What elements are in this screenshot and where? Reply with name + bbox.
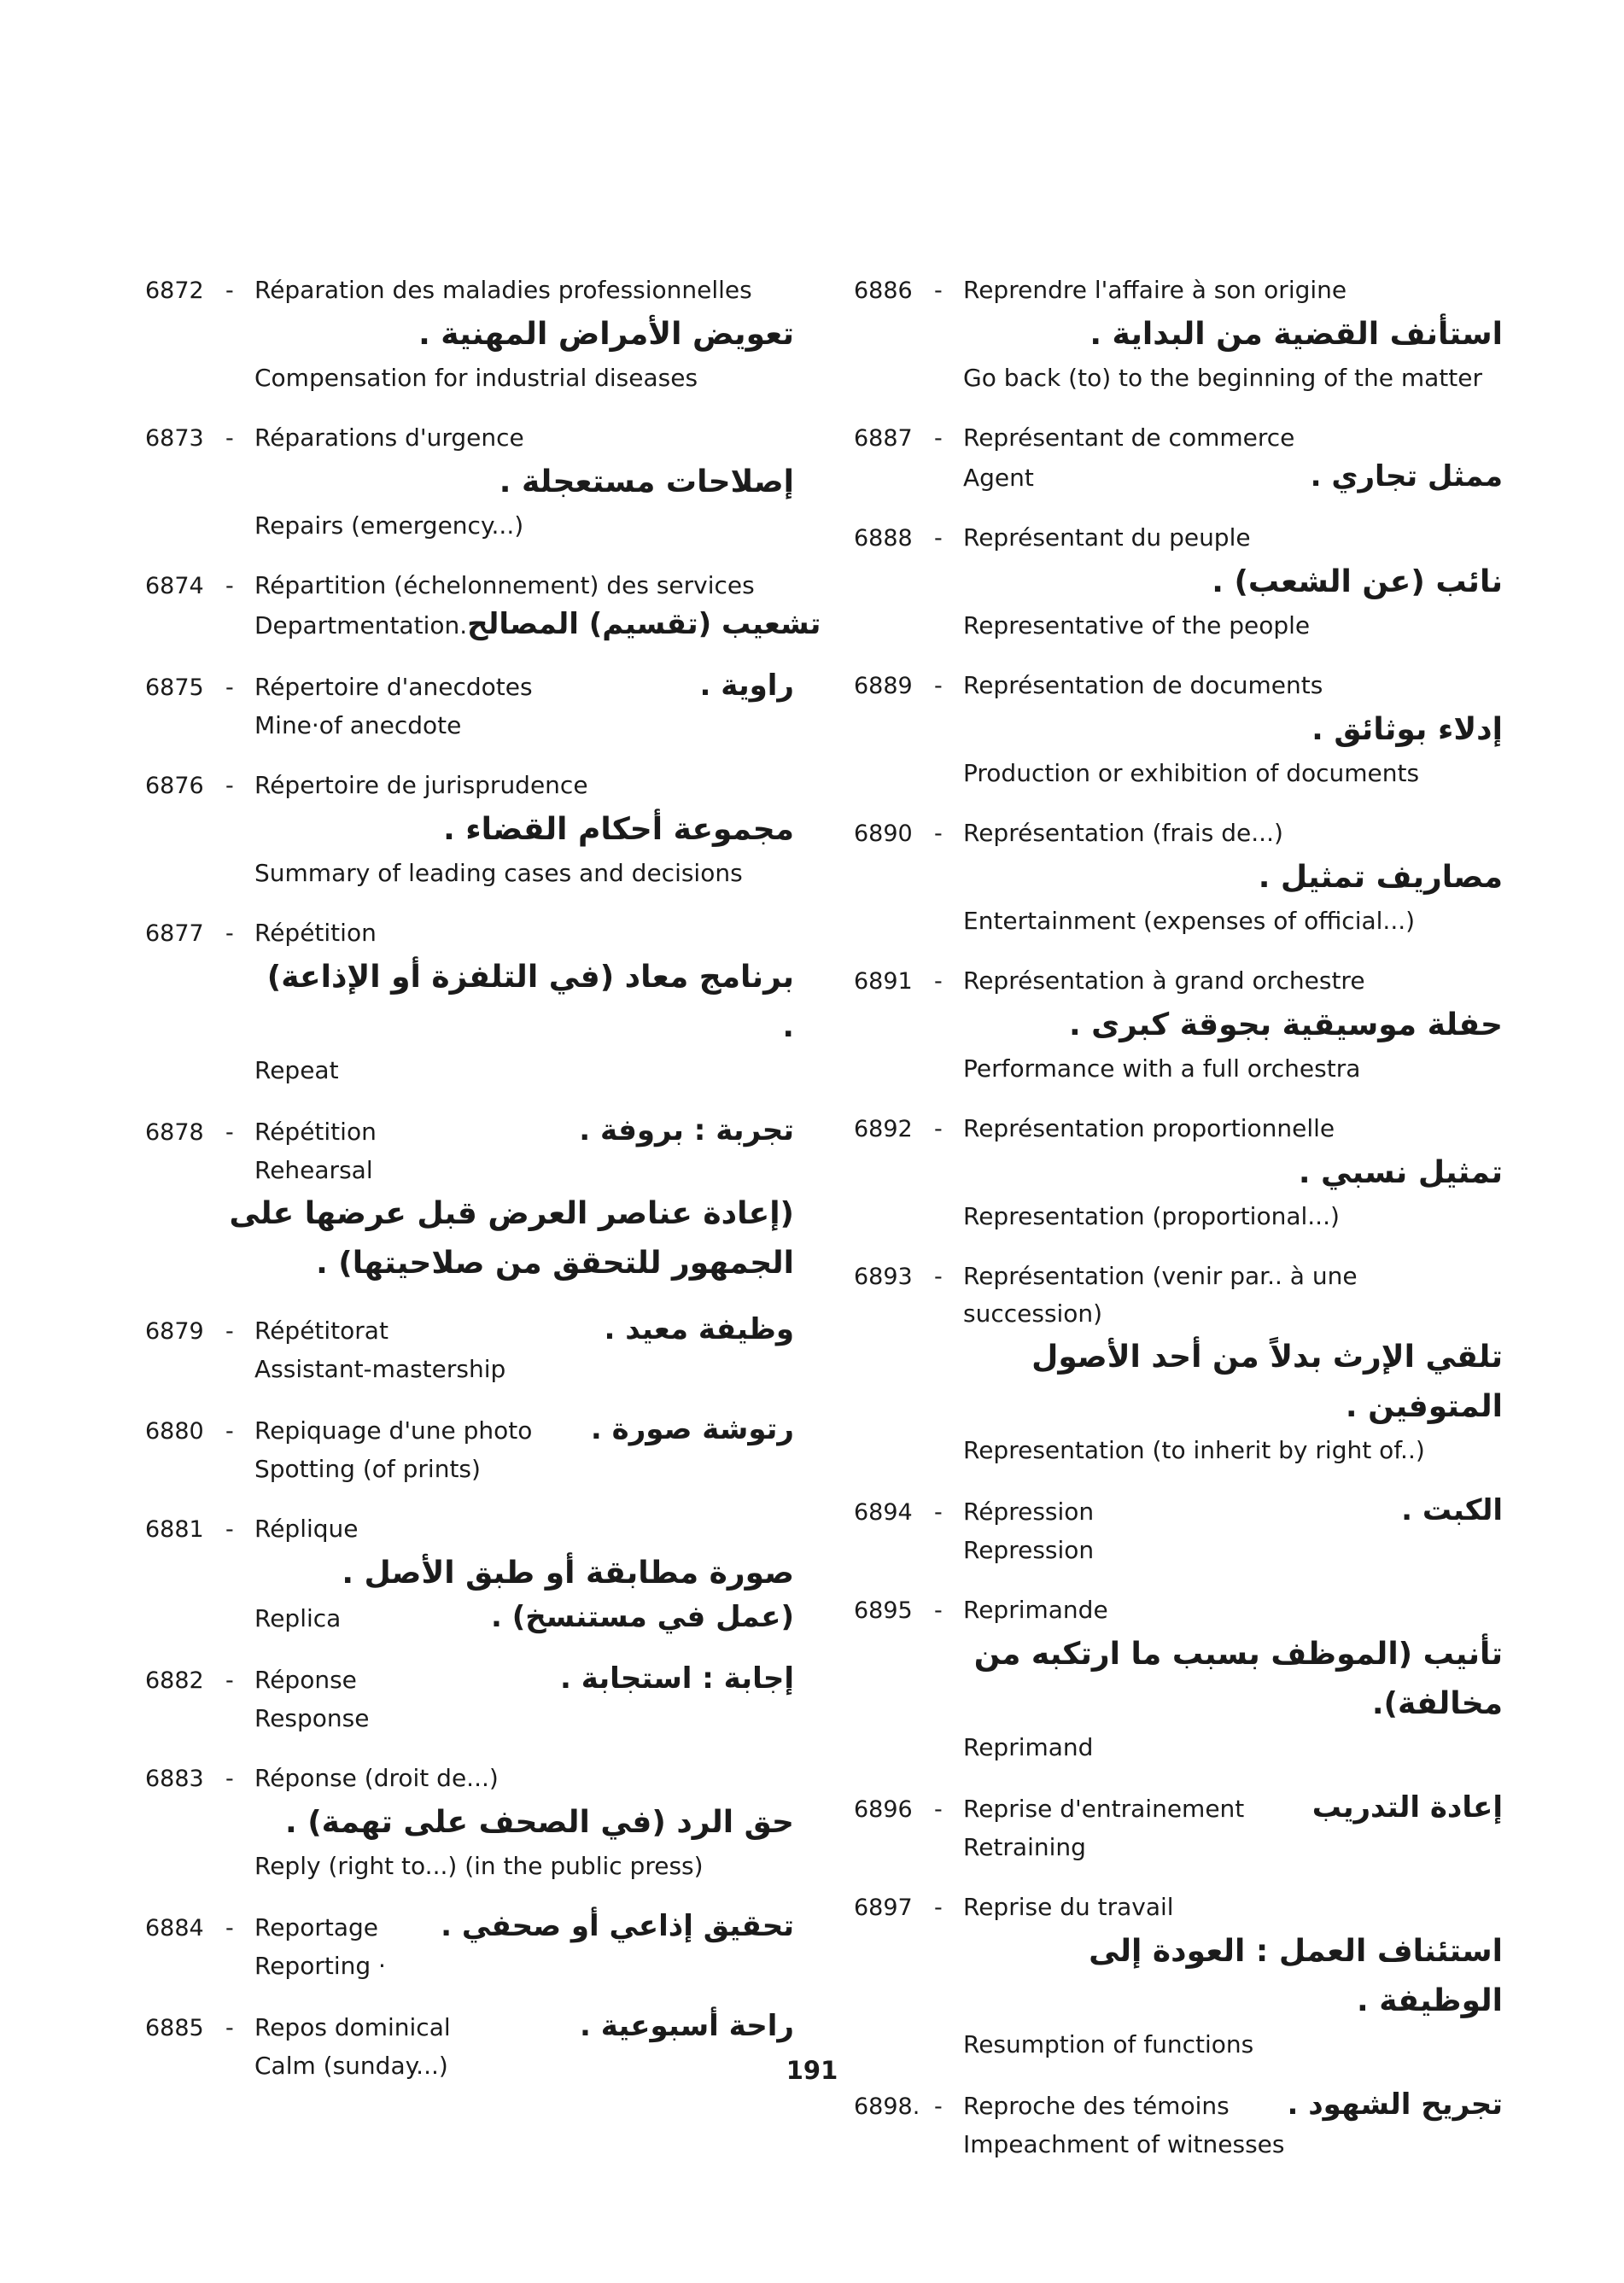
arabic-term: الكبت . — [1401, 1493, 1503, 1527]
dash: - — [225, 1418, 234, 1445]
french-term: Réponse (droit de...) — [254, 1764, 499, 1792]
french-term: Répétitorat — [254, 1317, 388, 1345]
arabic-term: تشعيب (تقسيم) المصالح — [467, 607, 821, 641]
entry-number: 6898. — [854, 2093, 920, 2120]
entry-6896 — [854, 1789, 1503, 1866]
french-term: Réponse — [254, 1666, 357, 1694]
dash: - — [934, 673, 943, 699]
english-term: Calm (sunday...) — [254, 2052, 448, 2080]
entry-number: 6883 — [145, 1766, 204, 1792]
french-term: Représentation proportionnelle — [963, 1114, 1335, 1142]
entry-6887 — [854, 419, 1503, 497]
right-column — [854, 272, 1503, 2186]
entry-6879 — [145, 1311, 794, 1388]
english-term: Representation (proportional...) — [963, 1202, 1340, 1230]
dash: - — [934, 1116, 943, 1142]
entry-6897 — [854, 1889, 1503, 2064]
dash: - — [225, 1318, 234, 1345]
arabic-term: إجابة : استجابة . — [560, 1661, 794, 1696]
entry-number: 6890 — [854, 820, 913, 847]
dash: - — [225, 1119, 234, 1146]
english-term: Production or exhibition of documents — [963, 759, 1420, 787]
french-term: Représentation (frais de...) — [963, 819, 1283, 847]
dash: - — [934, 968, 943, 995]
entry-6878 — [145, 1112, 794, 1288]
entry-number: 6878 — [145, 1119, 204, 1146]
french-term: Représentation à grand orchestre — [963, 966, 1365, 995]
dash: - — [934, 1895, 943, 1921]
french-term: Répertoire d'anecdotes — [254, 673, 533, 701]
entry-number: 6896 — [854, 1796, 913, 1823]
dash: - — [934, 2093, 943, 2120]
entry-number: 6885 — [145, 2015, 204, 2041]
arabic-term: ممثل تجاري . — [1310, 459, 1503, 493]
french-term: Répartition (échelonnement) des services — [254, 571, 755, 599]
entry-number: 6895 — [854, 1597, 913, 1624]
english-term: Reprimand — [963, 1733, 1094, 1761]
entry-6892 — [854, 1110, 1503, 1235]
english-term: Replica — [254, 1604, 342, 1632]
english-term: Repeat — [254, 1056, 339, 1084]
arabic-term: راحة أسبوعية . — [580, 2009, 794, 2043]
arabic-term: إعادة التدريب — [1311, 1790, 1503, 1825]
entry-number: 6879 — [145, 1318, 204, 1345]
arabic-term: تأنيب (الموظف بسبب ما ارتكبه من مخالفة). — [973, 1637, 1503, 1721]
dash: - — [225, 2015, 234, 2041]
french-term: Repiquage d'une photo — [254, 1416, 533, 1445]
arabic-term: حق الرد (في الصحف على تهمة) . — [284, 1805, 794, 1840]
entry-6874 — [145, 567, 821, 645]
french-term: Réplique — [254, 1515, 359, 1543]
arabic-term: برنامج معاد (في التلفزة أو الإذاعة) . — [266, 960, 794, 1044]
entry-number: 6886 — [854, 277, 913, 304]
entry-number: 6894 — [854, 1499, 913, 1526]
english-term: Representative of the people — [963, 611, 1311, 639]
entry-number: 6897 — [854, 1895, 913, 1921]
arabic-term: رتوشة صورة . — [590, 1412, 794, 1446]
french-term: Représentation (venir par.. à une succession) — [963, 1262, 1358, 1328]
french-term: Représentant de commerce — [963, 423, 1295, 452]
english-term: Resumption of functions — [963, 2030, 1254, 2058]
french-term: Reprimande — [963, 1596, 1108, 1624]
arabic-term: استئناف العمل : العودة إلى الوظيفة . — [1089, 1934, 1503, 2018]
dash: - — [934, 820, 943, 847]
arabic-term: نائب (عن الشعب) . — [1212, 564, 1503, 599]
entry-6876 — [145, 767, 794, 892]
entry-number: 6881 — [145, 1516, 204, 1543]
french-term: Reprendre l'affaire à son origine — [963, 276, 1347, 304]
entry-number: 6875 — [145, 674, 204, 701]
english-term: Spotting (of prints) — [254, 1455, 481, 1483]
entry-6889 — [854, 667, 1503, 792]
page-number: 191 — [786, 2056, 838, 2085]
dash: - — [934, 277, 943, 304]
french-term: Représentant du peuple — [963, 523, 1251, 552]
entry-number: 6872 — [145, 277, 204, 304]
english-term: Agent — [963, 464, 1034, 492]
french-term: Répétition — [254, 1118, 377, 1146]
dash: - — [225, 573, 234, 599]
entry-6881 — [145, 1510, 794, 1638]
dash: - — [225, 1667, 234, 1694]
arabic-term: راوية . — [699, 669, 794, 703]
english-term: Compensation for industrial diseases — [254, 364, 698, 392]
english-term: Impeachment of witnesses — [963, 2130, 1285, 2158]
english-term: Response — [254, 1704, 370, 1732]
entry-number: 6876 — [145, 773, 204, 799]
entry-6898 — [854, 2086, 1503, 2163]
english-term: Reply (right to...) (in the public press) — [254, 1852, 704, 1880]
french-term: Répression — [963, 1498, 1095, 1526]
arabic-term: مجموعة أحكام القضاء . — [443, 812, 794, 847]
dash: - — [225, 277, 234, 304]
dash: - — [934, 525, 943, 552]
dash: - — [225, 920, 234, 947]
entry-number: 6884 — [145, 1915, 204, 1941]
arabic-term: تجريح الشهود . — [1287, 2087, 1503, 2122]
english-term: Summary of leading cases and decisions — [254, 859, 743, 887]
dash: - — [934, 1264, 943, 1290]
entry-6891 — [854, 962, 1503, 1088]
english-term: Performance with a full orchestra — [963, 1054, 1361, 1083]
dash: - — [225, 773, 234, 799]
entry-6884 — [145, 1907, 794, 1985]
arabic-term: حفلة موسيقية بجوقة كبرى . — [1068, 1007, 1503, 1042]
entry-number: 6877 — [145, 920, 204, 947]
arabic-term: مصاريف تمثيل . — [1258, 860, 1503, 895]
english-term: Go back (to) to the beginning of the matter — [963, 364, 1483, 392]
dash: - — [225, 674, 234, 701]
dash: - — [934, 1597, 943, 1624]
french-term: Reportage — [254, 1913, 378, 1941]
english-term: Assistant-mastership — [254, 1355, 506, 1383]
entry-number: 6891 — [854, 968, 913, 995]
entry-number: 6874 — [145, 573, 204, 599]
french-term: Répétition — [254, 919, 377, 947]
arabic-term: صورة مطابقة أو طبق الأصل . — [342, 1556, 794, 1591]
arabic-term: تلقي الإرث بدلاً من أحد الأصول المتوفين . — [1031, 1340, 1503, 1424]
entry-6882 — [145, 1660, 794, 1737]
arabic-term: تمثيل نسبي . — [1298, 1155, 1503, 1190]
french-term: Représentation de documents — [963, 671, 1323, 699]
dash: - — [934, 425, 943, 452]
arabic-term: تجربة : بروفة . — [579, 1113, 794, 1147]
entry-6895 — [854, 1591, 1503, 1766]
entry-6873 — [145, 419, 794, 545]
english-term: Reporting · — [254, 1952, 386, 1980]
entry-6877 — [145, 914, 794, 1089]
english-term: Repression — [963, 1536, 1095, 1564]
entry-number: 6882 — [145, 1667, 204, 1694]
entry-6875 — [145, 667, 794, 744]
arabic-term: وظيفة معيد . — [604, 1312, 794, 1346]
dash: - — [225, 425, 234, 452]
english-term: Departmentation. — [254, 611, 468, 639]
entry-number: 6873 — [145, 425, 204, 452]
entry-number: 6893 — [854, 1264, 913, 1290]
arabic-term: تحقيق إذاعي أو صحفي . — [441, 1909, 794, 1943]
english-term: Representation (to inherit by right of..) — [963, 1436, 1425, 1464]
entry-6894 — [854, 1492, 1503, 1569]
entry-6890 — [854, 815, 1503, 940]
entry-number: 6888 — [854, 525, 913, 552]
french-term: Reprise d'entrainement — [963, 1795, 1245, 1823]
french-term: Reprise du travail — [963, 1893, 1174, 1921]
arabic-term: إصلاحات مستعجلة . — [499, 464, 794, 499]
dash: - — [934, 1796, 943, 1823]
english-term: Repairs (emergency...) — [254, 511, 524, 540]
french-term: Reproche des témoins — [963, 2092, 1230, 2120]
entry-6880 — [145, 1410, 794, 1488]
entry-number: 6880 — [145, 1418, 204, 1445]
dash: - — [934, 1499, 943, 1526]
entry-6888 — [854, 519, 1503, 645]
english-term: Mine·of anecdote — [254, 711, 462, 739]
arabic-term: إدلاء بوثائق . — [1311, 712, 1503, 747]
entry-number: 6889 — [854, 673, 913, 699]
arabic-note: (إعادة عناصر العرض قبل عرضها على الجمهور للتحقق من صلاحيتها) . — [229, 1196, 794, 1281]
entry-6883 — [145, 1760, 794, 1885]
french-term: Réparation des maladies professionnelles — [254, 276, 752, 304]
arabic-note: (عمل في مستنسخ) . — [490, 1600, 794, 1634]
french-term: Répertoire de jurisprudence — [254, 771, 588, 799]
entry-number: 6892 — [854, 1116, 913, 1142]
arabic-term: تعويض الأمراض المهنية . — [418, 317, 794, 352]
english-term: Rehearsal — [254, 1156, 373, 1184]
french-term: Repos dominical — [254, 2013, 451, 2041]
english-term: Retraining — [963, 1833, 1086, 1861]
english-term: Entertainment (expenses of official...) — [963, 907, 1416, 935]
entry-number: 6887 — [854, 425, 913, 452]
dash: - — [225, 1516, 234, 1543]
entry-6872 — [145, 272, 794, 397]
entry-6893 — [854, 1258, 1503, 1469]
entry-6886 — [854, 272, 1503, 397]
french-term: Réparations d'urgence — [254, 423, 524, 452]
dash: - — [225, 1766, 234, 1792]
dash: - — [225, 1915, 234, 1941]
arabic-term: استأنف القضية من البداية . — [1089, 317, 1503, 352]
